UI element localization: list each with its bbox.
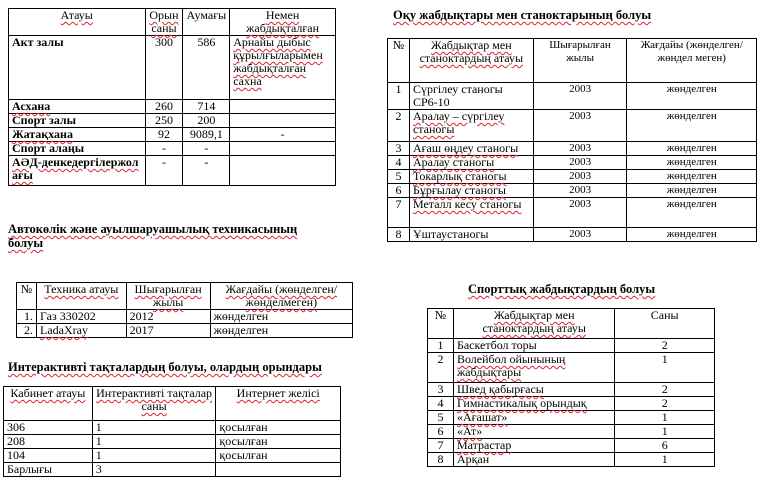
machines-heading: Оқу жабдықтары мен станоктарының болуы <box>393 8 652 22</box>
cell: 104 <box>4 449 93 463</box>
cell: қосылған <box>216 421 341 435</box>
cell: 3 <box>92 463 216 477</box>
cell: 2003 <box>533 156 627 170</box>
cell <box>230 114 336 128</box>
table-row <box>17 324 353 338</box>
vehicles-table <box>16 282 353 338</box>
cell: 260 <box>145 100 183 114</box>
cell: - <box>145 142 183 156</box>
cell: 200 <box>183 114 230 128</box>
table-header-row <box>388 39 757 83</box>
cell: - <box>230 128 336 142</box>
cell: 2003 <box>533 198 627 228</box>
cell: 5 <box>388 170 410 184</box>
header-cell: Кабинет атауы <box>4 387 93 421</box>
cell: Жатақхана <box>9 128 146 142</box>
cell: Бұрғылау станогы <box>409 184 533 198</box>
cell: 3 <box>428 383 454 397</box>
cell: «Ат» <box>453 425 614 439</box>
header-cell: № <box>428 309 454 339</box>
table-row <box>388 142 757 156</box>
cell: Волейбол ойынының жабдықтары <box>453 353 614 383</box>
table-row <box>388 83 757 110</box>
cell: 5 <box>428 411 454 425</box>
cell: 1 <box>428 339 454 353</box>
cell: жөнделген <box>627 170 757 184</box>
header-cell: Шығарылған жылы <box>533 39 627 83</box>
cell: 300 <box>145 36 183 100</box>
cell: 2003 <box>533 184 627 198</box>
header-cell: Атауы <box>9 9 146 36</box>
cell: 2 <box>615 339 715 353</box>
cell: жөнделген <box>627 184 757 198</box>
cell: Газ 330202 <box>36 310 126 324</box>
cell: қосылған <box>216 435 341 449</box>
header-cell: Жабдықтар мен станоктардың атауы <box>409 39 533 83</box>
cell: 8 <box>428 453 454 467</box>
cell: - <box>145 156 183 186</box>
cell: Ұштаустаногы <box>409 228 533 242</box>
cell: 3 <box>388 142 410 156</box>
cell: жөнделген <box>627 142 757 156</box>
cell: 1 <box>92 449 216 463</box>
table-row <box>428 411 715 425</box>
boards-heading: Интерактивті тақталардың болуы, олардың орындары <box>8 360 322 374</box>
cell: Сүргілеу станогы СР6-10 <box>409 83 533 110</box>
header-cell: Шығарылған жылы <box>126 283 210 310</box>
cell: 1 <box>388 83 410 110</box>
table-row <box>9 156 336 186</box>
table-row <box>17 310 353 324</box>
machines-table <box>387 38 757 242</box>
cell: 1 <box>92 435 216 449</box>
table-row <box>9 114 336 128</box>
cell: Швед қабырғасы <box>453 383 614 397</box>
cell: 1 <box>615 353 715 383</box>
table-row <box>428 397 715 411</box>
table-row <box>9 100 336 114</box>
table-row <box>9 128 336 142</box>
header-cell: № <box>17 283 37 310</box>
header-cell: Жағдайы (жөнделген/ жөнделмеген) <box>210 283 352 310</box>
cell: - <box>183 142 230 156</box>
cell: - <box>183 156 230 186</box>
cell: 306 <box>4 421 93 435</box>
cell: жөнделген <box>627 198 757 228</box>
cell: 7 <box>428 439 454 453</box>
cell: 208 <box>4 435 93 449</box>
cell: Спорт залы <box>9 114 146 128</box>
cell: 1 <box>615 425 715 439</box>
cell: Арнайы дыбыс құрылғыларымен жабдықталған сахна <box>230 36 336 100</box>
cell: Аралау станогы <box>409 156 533 170</box>
cell: Акт залы <box>9 36 146 100</box>
table-row <box>428 383 715 397</box>
cell: жөнделген <box>210 324 352 338</box>
cell: 4 <box>428 397 454 411</box>
header-cell: Орын саны <box>145 9 183 36</box>
table-row <box>9 36 336 100</box>
table-row <box>388 184 757 198</box>
cell <box>230 100 336 114</box>
cell: Матрастар <box>453 439 614 453</box>
cell <box>230 156 336 186</box>
header-cell: Аумағы <box>183 9 230 36</box>
table-row <box>388 170 757 184</box>
cell: 1. <box>17 310 37 324</box>
table-row <box>9 142 336 156</box>
header-cell: Немен жабдықталған <box>230 9 336 36</box>
table-row <box>428 339 715 353</box>
cell: 2 <box>388 110 410 142</box>
cell: Аралау – сүргілеу станогы <box>409 110 533 142</box>
cell: 2 <box>428 353 454 383</box>
header-cell: Саны <box>615 309 715 339</box>
table-header-row <box>4 387 341 421</box>
cell: Гимнастикалық орындық <box>453 397 614 411</box>
table-row <box>4 463 341 477</box>
cell: «Ағашат» <box>453 411 614 425</box>
cell: 2003 <box>533 110 627 142</box>
cell: 2012 <box>126 310 210 324</box>
header-cell: № <box>388 39 410 83</box>
cell: жөнделген <box>627 228 757 242</box>
cell: 250 <box>145 114 183 128</box>
cell: 1 <box>92 421 216 435</box>
table-row <box>388 110 757 142</box>
table-row <box>388 198 757 228</box>
table-row <box>4 435 341 449</box>
cell: 2003 <box>533 83 627 110</box>
cell: жөнделген <box>627 156 757 170</box>
cell: 2. <box>17 324 37 338</box>
cell: 2003 <box>533 142 627 156</box>
header-cell: Жағдайы (жөнделген/жөндел меген) <box>627 39 757 83</box>
cell: 9089,1 <box>183 128 230 142</box>
boards-table <box>3 386 341 477</box>
header-cell: Интернет желісі <box>216 387 341 421</box>
cell: Барлығы <box>4 463 93 477</box>
cell: Токарлық станогы <box>409 170 533 184</box>
header-cell: Техника атауы <box>36 283 126 310</box>
cell: 2003 <box>533 170 627 184</box>
cell: Ағаш өңдеу станогы <box>409 142 533 156</box>
cell: 714 <box>183 100 230 114</box>
table-row <box>428 453 715 467</box>
cell: қосылған <box>216 449 341 463</box>
cell: 586 <box>183 36 230 100</box>
cell: 6 <box>428 425 454 439</box>
cell: жөнделген <box>627 83 757 110</box>
table-header-row <box>428 309 715 339</box>
cell: 4 <box>388 156 410 170</box>
cell: LadaXray <box>36 324 126 338</box>
cell: 2 <box>615 383 715 397</box>
table-row <box>428 353 715 383</box>
cell: Асхана <box>9 100 146 114</box>
cell: 2017 <box>126 324 210 338</box>
table-row <box>388 156 757 170</box>
table-row <box>388 228 757 242</box>
cell: 2 <box>615 397 715 411</box>
cell: 1 <box>615 453 715 467</box>
vehicles-heading: Автокөлік және ауылшаруашылық техникасының болуы <box>8 222 298 250</box>
cell: 7 <box>388 198 410 228</box>
cell: 8 <box>388 228 410 242</box>
cell: жөнделген <box>627 110 757 142</box>
table-row <box>4 449 341 463</box>
table-row <box>4 421 341 435</box>
table-header-row <box>9 9 336 36</box>
cell: жөнделген <box>210 310 352 324</box>
table-header-row <box>17 283 353 310</box>
cell: 1 <box>615 411 715 425</box>
cell: АӘД-денкедергілержолағы <box>9 156 146 186</box>
cell <box>230 142 336 156</box>
cell: 6 <box>388 184 410 198</box>
cell: 2003 <box>533 228 627 242</box>
cell: Металл кесу станогы <box>409 198 533 228</box>
header-cell: Жабдықтар мен станоктардың атауы <box>453 309 614 339</box>
sports-heading: Спорттық жабдықтардың болуы <box>468 282 656 296</box>
facilities-table <box>8 8 336 186</box>
table-row <box>428 425 715 439</box>
header-cell: Интерактивті тақталар саны <box>92 387 216 421</box>
cell: 92 <box>145 128 183 142</box>
cell <box>216 463 341 477</box>
cell: Спорт алаңы <box>9 142 146 156</box>
cell: Баскетбол торы <box>453 339 614 353</box>
sports-table <box>427 308 715 467</box>
cell: 6 <box>615 439 715 453</box>
cell: Арқан <box>453 453 614 467</box>
table-row <box>428 439 715 453</box>
